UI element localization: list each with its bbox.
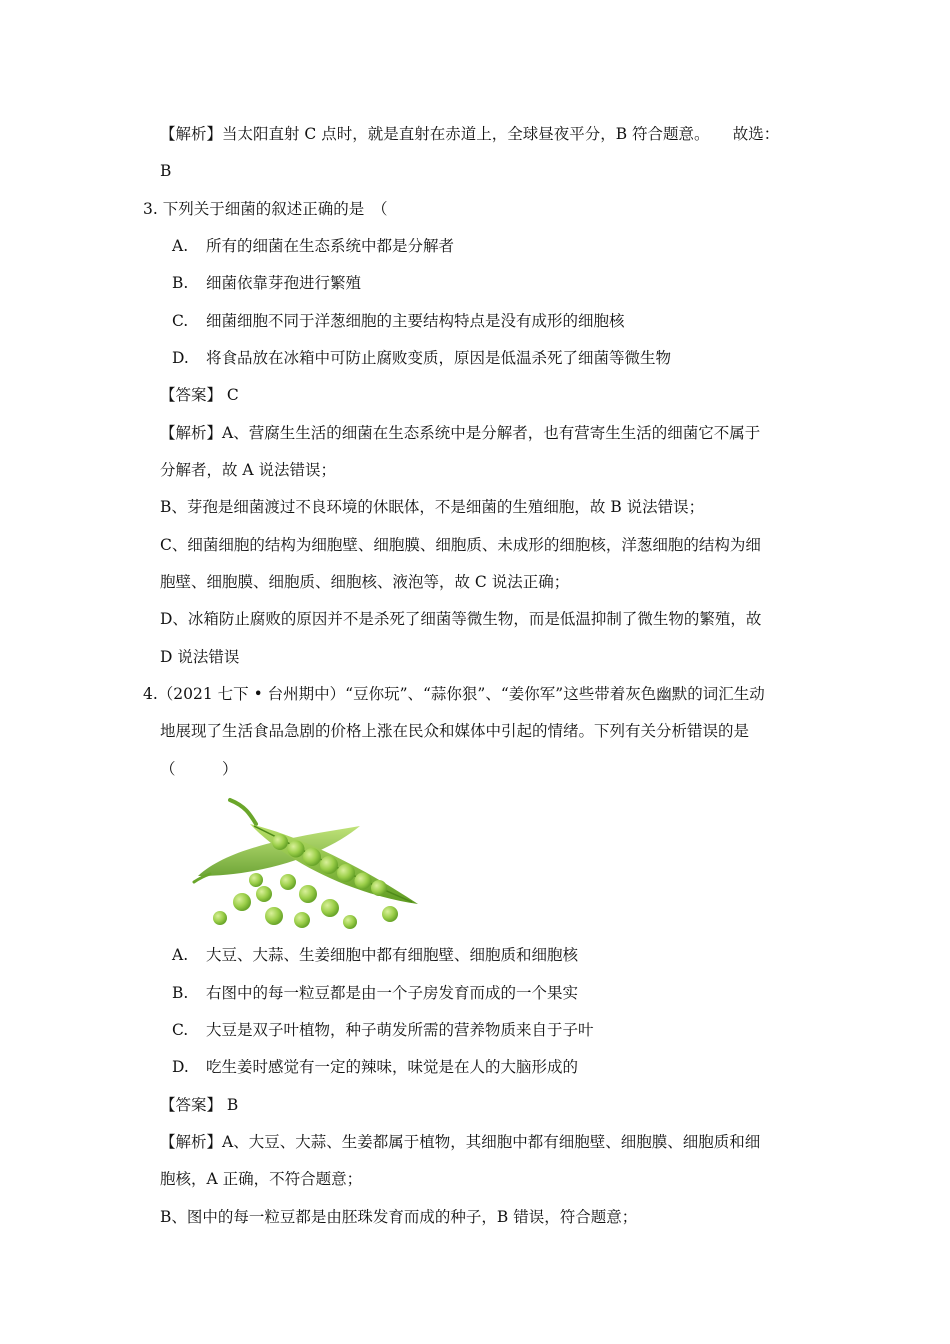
q3-option-b	[172, 273, 361, 293]
q3-analysis-line: C、细菌细胞的结构为细胞壁、细胞膜、细胞质、未成形的细胞核，洋葱细胞的结构为细	[160, 536, 761, 554]
option-letter: D.	[172, 349, 189, 367]
option-letter: B.	[172, 984, 189, 1002]
q2-analysis-line2: B	[160, 162, 172, 180]
q3-analysis-line: 分解者，故 A 说法错误；	[160, 461, 337, 479]
q4-option-c	[172, 1020, 594, 1040]
q4-analysis-line: 胞核，A 正确，不符合题意；	[160, 1170, 363, 1188]
q3-answer: 【答案】 C	[160, 386, 239, 404]
q4-stem-line2: 地展现了生活食品急剧的价格上涨在民众和媒体中引起的情绪。下列有关分析错误的是	[160, 722, 750, 740]
q3-analysis-line: B、芽孢是细菌渡过不良环境的休眠体，不是细菌的生殖细胞，故 B 说法错误；	[160, 498, 705, 516]
q3-option-d	[172, 348, 671, 368]
option-text: 右图中的每一粒豆都是由一个子房发育而成的一个果实	[206, 984, 579, 1002]
option-text: 细菌依靠芽孢进行繁殖	[206, 274, 362, 292]
q3-analysis-line: D 说法错误	[160, 648, 240, 666]
option-letter: A.	[172, 237, 189, 255]
option-letter: C.	[172, 1021, 189, 1039]
q2-analysis-line1: 【解析】当太阳直射 C 点时，就是直射在赤道上，全球昼夜平分，B 符合题意。 故选：	[160, 125, 780, 143]
q3-analysis-line: D、冰箱防止腐败的原因并不是杀死了细菌等微生物，而是低温抑制了微生物的繁殖，故	[160, 610, 762, 628]
q4-option-a	[172, 945, 578, 965]
option-letter: D.	[172, 1058, 189, 1076]
q4-answer: 【答案】 B	[160, 1096, 239, 1114]
q4-stem-line1: 4.（2021 七下 • 台州期中）“豆你玩”、“蒜你狠”、“姜你军”这些带着灰色幽默的词汇生动	[143, 685, 765, 703]
q3-option-a	[172, 236, 454, 256]
option-letter: B.	[172, 274, 189, 292]
q4-stem-blank: （ ）	[160, 760, 238, 778]
pea-pod-image	[190, 796, 426, 930]
option-text: 吃生姜时感觉有一定的辣味，味觉是在人的大脑形成的	[206, 1058, 579, 1076]
q3-option-c	[172, 311, 625, 331]
option-text: 大豆、大蒜、生姜细胞中都有细胞壁、细胞质和细胞核	[206, 946, 579, 964]
q4-analysis-line: B、图中的每一粒豆都是由胚珠发育而成的种子，B 错误，符合题意；	[160, 1208, 638, 1226]
option-letter: C.	[172, 312, 189, 330]
option-text: 所有的细菌在生态系统中都是分解者	[206, 237, 455, 255]
option-text: 大豆是双子叶植物，种子萌发所需的营养物质来自于子叶	[206, 1021, 594, 1039]
q4-analysis-line: 【解析】A、大豆、大蒜、生姜都属于植物，其细胞中都有细胞壁、细胞膜、细胞质和细	[160, 1133, 761, 1151]
q4-option-b	[172, 983, 578, 1003]
option-letter: A.	[172, 946, 189, 964]
q3-stem: 3. 下列关于细菌的叙述正确的是 （	[143, 200, 388, 218]
q3-analysis-line: 【解析】A、营腐生生活的细菌在生态系统中是分解者，也有营寄生生活的细菌它不属于	[160, 424, 761, 442]
q4-option-d	[172, 1057, 578, 1077]
option-text: 细菌细胞不同于洋葱细胞的主要结构特点是没有成形的细胞核	[206, 312, 625, 330]
option-text: 将食品放在冰箱中可防止腐败变质，原因是低温杀死了细菌等微生物	[206, 349, 672, 367]
q3-analysis-line: 胞壁、细胞膜、细胞质、细胞核、液泡等，故 C 说法正确；	[160, 573, 570, 591]
